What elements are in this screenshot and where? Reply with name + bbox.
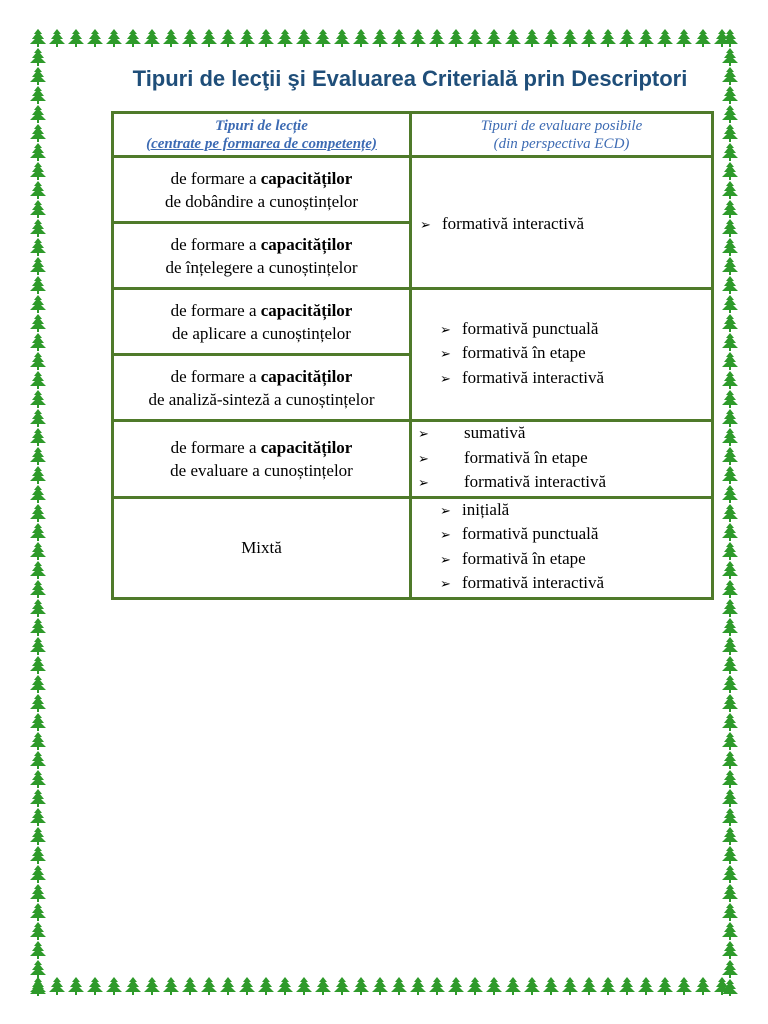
page-title: Tipuri de lecţii şi Evaluarea Criterială prin Descriptori [132,66,688,91]
pine-tree-icon [722,713,738,731]
pine-tree-icon [722,29,738,47]
pine-tree-icon [125,29,141,47]
arrow-bullet-icon: ➢ [440,528,451,543]
arrow-bullet-icon: ➢ [440,347,451,363]
table-header-row [113,113,713,157]
pine-tree-icon [296,29,312,47]
evaluation-list [440,318,711,392]
lesson-text-bold: capacităților [260,168,353,188]
header-right-line1: Tipuri de evaluare posibile [480,117,643,134]
list-item: ➢ formativă punctuală [440,523,711,548]
tree-border-top [28,28,740,48]
pine-tree-icon [722,675,738,693]
pine-tree-icon [182,977,198,995]
pine-tree-icon [722,789,738,807]
pine-tree-icon [277,977,293,995]
pine-tree-icon [30,29,46,47]
lesson-evaluation-table [111,111,714,600]
pine-tree-icon [30,922,46,940]
pine-tree-icon [722,751,738,769]
pine-tree-icon [30,447,46,465]
pine-tree-icon [334,29,350,47]
list-item: ➢ formativă interactivă [440,367,711,392]
pine-tree-icon [722,466,738,484]
pine-tree-icon [30,219,46,237]
pine-tree-icon [467,29,483,47]
pine-tree-icon [722,941,738,959]
pine-tree-icon [448,29,464,47]
pine-tree-icon [562,29,578,47]
evaluation-cell [411,497,713,598]
list-item: ➢ formativă în etape [440,342,711,367]
pine-tree-icon [722,181,738,199]
pine-tree-icon [30,485,46,503]
pine-tree-icon [239,977,255,995]
lesson-text: Mixtă [241,538,282,557]
pine-tree-icon [722,542,738,560]
pine-tree-icon [524,977,540,995]
table-row [113,497,713,598]
list-item: ➢ inițială [440,499,711,524]
pine-tree-icon [30,124,46,142]
pine-tree-icon [30,371,46,389]
pine-tree-icon [722,485,738,503]
pine-tree-icon [30,637,46,655]
lesson-text: de dobândire a cunoștințelor [164,191,359,211]
lesson-text: de analiză-sinteză a cunoștințelor [148,389,375,409]
pine-tree-icon [49,29,65,47]
pine-tree-icon [30,694,46,712]
pine-tree-icon [722,162,738,180]
pine-tree-icon [30,333,46,351]
tree-border-left [28,28,48,996]
pine-tree-icon [467,977,483,995]
arrow-bullet-icon: ➢ [418,476,429,491]
pine-tree-icon [315,29,331,47]
pine-tree-icon [722,409,738,427]
pine-tree-icon [722,295,738,313]
pine-tree-icon [30,67,46,85]
pine-tree-icon [722,143,738,161]
lesson-text-bold: capacităților [260,437,353,457]
evaluation-cell [411,421,713,498]
pine-tree-icon [30,656,46,674]
header-right-line2: (din perspectiva ECD) [493,135,630,152]
pine-tree-icon [722,276,738,294]
pine-tree-icon [182,29,198,47]
table-row [113,421,713,498]
pine-tree-icon [410,29,426,47]
pine-tree-icon [30,390,46,408]
pine-tree-icon [30,808,46,826]
arrow-bullet-icon: ➢ [440,577,451,592]
pine-tree-icon [722,846,738,864]
pine-tree-icon [220,977,236,995]
arrow-bullet-icon: ➢ [440,371,451,387]
pine-tree-icon [68,977,84,995]
arrow-bullet-icon: ➢ [418,427,429,442]
pine-tree-icon [30,162,46,180]
pine-tree-icon [258,977,274,995]
pine-tree-icon [372,977,388,995]
pine-tree-icon [695,977,711,995]
pine-tree-icon [30,561,46,579]
arrow-bullet-icon: ➢ [420,218,431,233]
pine-tree-icon [695,29,711,47]
header-lesson-types [113,113,411,157]
pine-tree-icon [30,257,46,275]
pine-tree-icon [722,618,738,636]
list-item: ➢ formativă punctuală [440,318,711,343]
pine-tree-icon [391,977,407,995]
pine-tree-icon [722,827,738,845]
pine-tree-icon [30,504,46,522]
lesson-text: de formare a [170,234,261,254]
pine-tree-icon [87,29,103,47]
pine-tree-icon [30,789,46,807]
pine-tree-icon [87,977,103,995]
pine-tree-icon [657,977,673,995]
pine-tree-icon [30,48,46,66]
pine-tree-icon [722,105,738,123]
pine-tree-icon [68,29,84,47]
pine-tree-icon [30,276,46,294]
pine-tree-icon [722,371,738,389]
pine-tree-icon [30,846,46,864]
pine-tree-icon [239,29,255,47]
pine-tree-icon [638,29,654,47]
pine-tree-icon [30,865,46,883]
pine-tree-icon [30,314,46,332]
lesson-text: de înțelegere a cunoștințelor [165,257,358,277]
pine-tree-icon [125,977,141,995]
pine-tree-icon [30,732,46,750]
lesson-text-bold: capacităților [260,300,353,320]
evaluation-cell [411,289,713,421]
pine-tree-icon [30,884,46,902]
pine-tree-icon [163,29,179,47]
pine-tree-icon [144,29,160,47]
list-item: ➢ formativă în etape [440,548,711,573]
pine-tree-icon [600,29,616,47]
pine-tree-icon [722,884,738,902]
pine-tree-icon [372,29,388,47]
pine-tree-icon [30,466,46,484]
tree-border-bottom [28,976,740,996]
pine-tree-icon [30,618,46,636]
pine-tree-icon [30,143,46,161]
pine-tree-icon [49,977,65,995]
pine-tree-icon [722,390,738,408]
pine-tree-icon [334,977,350,995]
pine-tree-icon [30,713,46,731]
pine-tree-icon [315,977,331,995]
lesson-cell [113,223,411,289]
list-item: ➢ formativă interactivă [420,213,711,238]
pine-tree-icon [722,580,738,598]
pine-tree-icon [722,865,738,883]
pine-tree-icon [30,941,46,959]
pine-tree-icon [486,29,502,47]
pine-tree-icon [676,977,692,995]
evaluation-cell [411,157,713,289]
pine-tree-icon [524,29,540,47]
evaluation-list [440,499,711,597]
pine-tree-icon [543,29,559,47]
pine-tree-icon [30,580,46,598]
evaluation-list [420,213,711,238]
tree-border-right [720,28,740,996]
pine-tree-icon [30,200,46,218]
pine-tree-icon [722,238,738,256]
pine-tree-icon [258,29,274,47]
pine-tree-icon [30,960,46,978]
pine-tree-icon [657,29,673,47]
list-item: ➢ formativă interactivă [418,471,711,496]
pine-tree-icon [722,124,738,142]
pine-tree-icon [30,979,46,996]
pine-tree-icon [201,29,217,47]
pine-tree-icon [543,977,559,995]
pine-tree-icon [220,29,236,47]
pine-tree-icon [722,808,738,826]
pine-tree-icon [30,86,46,104]
lesson-cell [113,421,411,498]
pine-tree-icon [429,29,445,47]
pine-tree-icon [30,238,46,256]
pine-tree-icon [30,675,46,693]
pine-tree-icon [144,977,160,995]
pine-tree-icon [722,599,738,617]
pine-tree-icon [353,977,369,995]
pine-tree-icon [722,257,738,275]
pine-tree-icon [619,977,635,995]
pine-tree-icon [722,770,738,788]
list-item: ➢ sumativă [418,422,711,447]
lesson-cell [113,157,411,223]
pine-tree-icon [30,295,46,313]
table-row [113,157,713,223]
pine-tree-icon [581,977,597,995]
pine-tree-icon [30,352,46,370]
pine-tree-icon [722,333,738,351]
pine-tree-icon [30,181,46,199]
header-evaluation-types [411,113,713,157]
pine-tree-icon [722,352,738,370]
lesson-text: de evaluare a cunoștințelor [170,460,353,480]
pine-tree-icon [722,200,738,218]
pine-tree-icon [676,29,692,47]
list-item: ➢ formativă interactivă [440,572,711,597]
pine-tree-icon [30,751,46,769]
pine-tree-icon [106,29,122,47]
pine-tree-icon [722,637,738,655]
pine-tree-icon [722,504,738,522]
lesson-text: de formare a [170,168,261,188]
pine-tree-icon [30,105,46,123]
pine-tree-icon [106,977,122,995]
arrow-bullet-icon: ➢ [440,322,451,338]
pine-tree-icon [448,977,464,995]
pine-tree-icon [638,977,654,995]
pine-tree-icon [722,732,738,750]
pine-tree-icon [353,29,369,47]
pine-tree-icon [505,977,521,995]
arrow-bullet-icon: ➢ [440,503,451,519]
pine-tree-icon [581,29,597,47]
pine-tree-icon [30,409,46,427]
pine-tree-icon [277,29,293,47]
lesson-text-bold: capacităților [260,366,353,386]
lesson-cell [113,289,411,355]
lesson-text: de formare a [170,437,261,457]
pine-tree-icon [722,903,738,921]
pine-tree-icon [30,903,46,921]
pine-tree-icon [486,977,502,995]
pine-tree-icon [30,770,46,788]
pine-tree-icon [30,523,46,541]
pine-tree-icon [722,960,738,978]
arrow-bullet-icon: ➢ [418,451,429,467]
pine-tree-icon [163,977,179,995]
pine-tree-icon [722,314,738,332]
pine-tree-icon [600,977,616,995]
pine-tree-icon [722,219,738,237]
pine-tree-icon [30,827,46,845]
pine-tree-icon [619,29,635,47]
lesson-text: de aplicare a cunoștințelor [172,323,351,343]
pine-tree-icon [505,29,521,47]
pine-tree-icon [722,694,738,712]
pine-tree-icon [562,977,578,995]
pine-tree-icon [391,29,407,47]
lesson-cell [113,355,411,421]
lesson-text-bold: capacităților [260,234,353,254]
pine-tree-icon [722,561,738,579]
evaluation-list [418,422,711,496]
pine-tree-icon [722,48,738,66]
lesson-text: de formare a [170,366,261,386]
pine-tree-icon [722,428,738,446]
header-left-line1: Tipuri de lecție [215,117,308,134]
pine-tree-icon [722,523,738,541]
list-item: ➢ formativă în etape [418,447,711,472]
pine-tree-icon [30,599,46,617]
lesson-cell [113,497,411,598]
pine-tree-icon [429,977,445,995]
pine-tree-icon [722,447,738,465]
pine-tree-icon [201,977,217,995]
lesson-text: de formare a [170,300,261,320]
pine-tree-icon [296,977,312,995]
arrow-bullet-icon: ➢ [440,552,451,568]
pine-tree-icon [722,656,738,674]
table-row [113,289,713,355]
pine-tree-icon [722,922,738,940]
pine-tree-icon [410,977,426,995]
pine-tree-icon [30,428,46,446]
pine-tree-icon [30,542,46,560]
pine-tree-icon [722,979,738,996]
header-left-line2: (centrate pe formarea de competențe) [146,135,377,152]
